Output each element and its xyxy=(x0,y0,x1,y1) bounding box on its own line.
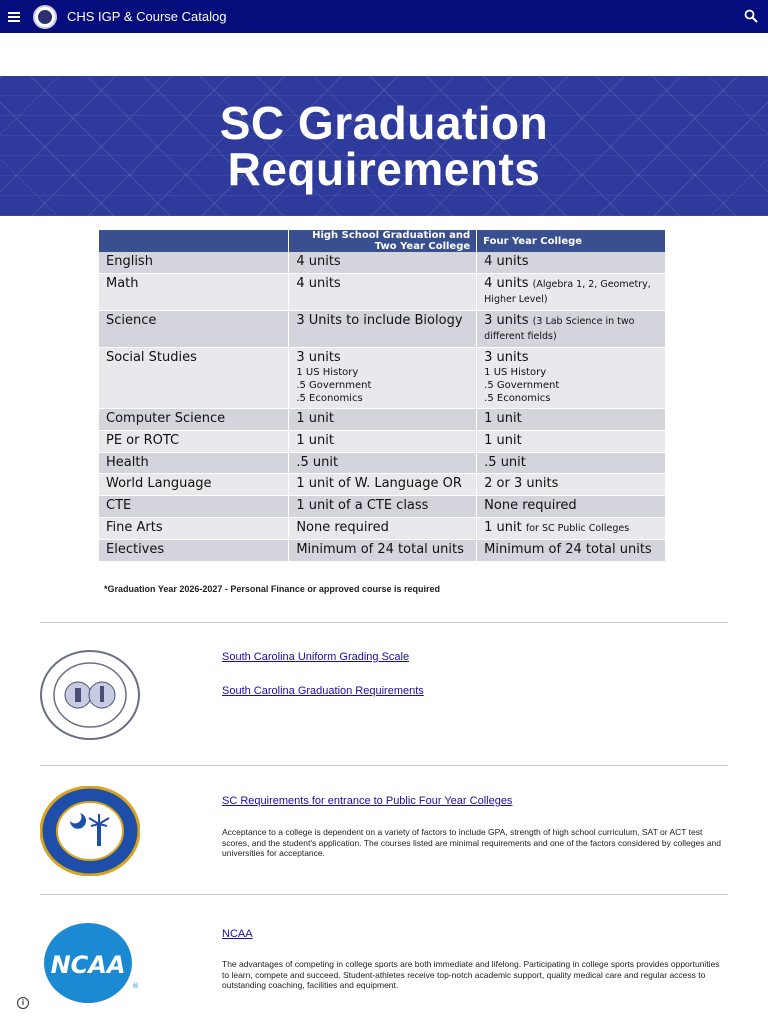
section-divider xyxy=(40,765,728,766)
section-divider xyxy=(40,622,728,623)
table-row xyxy=(99,408,666,430)
subject-cell: PE or ROTC xyxy=(99,430,289,452)
ncaa-description: The advantages of competing in college sports are both immediate and lifelong. Participating in college sports provides opportunities to learn, compete and succeed. Student-athletes receive top-notch academic support, quality medical care and regular access to outstanding coaching, facilities and equipment. xyxy=(222,959,720,991)
hs-cell: 1 unit xyxy=(289,430,477,452)
table-row xyxy=(99,430,666,452)
search-icon[interactable] xyxy=(744,9,758,23)
info-icon[interactable]: i xyxy=(17,997,29,1009)
hs-cell: Minimum of 24 total units xyxy=(289,540,477,562)
subject-cell: Computer Science xyxy=(99,408,289,430)
ncaa-link[interactable]: NCAA xyxy=(222,928,253,940)
table-row xyxy=(99,540,666,562)
hs-cell: 4 units xyxy=(289,252,477,273)
table-row xyxy=(99,496,666,518)
hs-cell: .5 unit xyxy=(289,452,477,474)
fy-cell xyxy=(477,310,666,347)
table-row xyxy=(99,518,666,540)
svg-text:NCAA: NCAA xyxy=(50,951,126,979)
subject-cell: Health xyxy=(99,452,289,474)
fy-value: 3 units xyxy=(484,349,529,365)
subject-cell: Math xyxy=(99,273,289,310)
top-app-bar xyxy=(0,0,768,33)
fy-cell: .5 unit xyxy=(477,452,666,474)
hero-banner xyxy=(0,76,768,216)
hs-cell xyxy=(289,347,477,408)
table-footnote: *Graduation Year 2026-2027 - Personal Finance or approved course is required xyxy=(104,584,440,594)
graduation-requirements-table xyxy=(99,230,666,562)
school-logo[interactable] xyxy=(33,5,57,29)
page-title xyxy=(219,97,549,195)
hs-value: 3 units xyxy=(296,349,341,365)
fy-cell: None required xyxy=(477,496,666,518)
table-header-row xyxy=(99,230,666,252)
hs-sub-item: .5 Government xyxy=(296,379,372,391)
hs-cell: 1 unit xyxy=(289,408,477,430)
subject-cell: English xyxy=(99,252,289,273)
table-header-hs: High School Graduation and Two Year College xyxy=(289,230,477,252)
sc-department-of-education-seal xyxy=(40,650,140,740)
hamburger-menu-icon[interactable] xyxy=(8,9,24,25)
fy-cell xyxy=(477,518,666,540)
hs-sub-item: 1 US History xyxy=(296,366,359,378)
page-title-line-1: SC Graduation xyxy=(219,97,549,149)
fy-cell: Minimum of 24 total units xyxy=(477,540,666,562)
table-row xyxy=(99,252,666,273)
subject-cell: Science xyxy=(99,310,289,347)
fy-note: (3 Lab Science in two different fields) xyxy=(484,315,635,342)
subject-cell: World Language xyxy=(99,474,289,496)
table-row xyxy=(99,347,666,408)
sc-commission-on-higher-education-seal xyxy=(40,786,140,876)
table-row xyxy=(99,452,666,474)
fy-cell: 1 unit xyxy=(477,408,666,430)
fy-cell xyxy=(477,347,666,408)
hs-cell: 1 unit of a CTE class xyxy=(289,496,477,518)
subject-cell: Electives xyxy=(99,540,289,562)
fy-sub-item: .5 Economics xyxy=(484,392,551,404)
fy-note: (Algebra 1, 2, Geometry, Higher Level) xyxy=(484,278,651,305)
table-row xyxy=(99,310,666,347)
table-header-subject xyxy=(99,230,289,252)
table-row xyxy=(99,273,666,310)
table-row xyxy=(99,474,666,496)
ncaa-logo xyxy=(44,922,140,1004)
sc-four-year-college-entrance-link[interactable]: SC Requirements for entrance to Public Four Year Colleges xyxy=(222,795,513,807)
fy-value: 1 unit xyxy=(484,520,522,536)
hs-cell: None required xyxy=(289,518,477,540)
fy-cell xyxy=(477,273,666,310)
hs-sub-item: .5 Economics xyxy=(296,392,363,404)
svg-text:®: ® xyxy=(132,982,139,990)
hs-cell: 1 unit of W. Language OR xyxy=(289,474,477,496)
higher-ed-description: Acceptance to a college is dependent on a variety of factors to include GPA, strength of high school curriculum, SAT or ACT test scores, and the student's application. The courses listed are minimal requirements and one of the factors considered by colleges and universities for acceptance. xyxy=(222,827,721,859)
subject-cell: Social Studies xyxy=(99,347,289,408)
page-title-line-2: Requirements xyxy=(227,143,541,195)
site-title[interactable]: CHS IGP & Course Catalog xyxy=(67,9,227,24)
table-header-4yr: Four Year College xyxy=(477,230,666,252)
fy-cell: 1 unit xyxy=(477,430,666,452)
fy-cell: 4 units xyxy=(477,252,666,273)
subject-cell: Fine Arts xyxy=(99,518,289,540)
sc-uniform-grading-scale-link[interactable]: South Carolina Uniform Grading Scale xyxy=(222,651,410,663)
fy-sub-item: 1 US History xyxy=(484,366,547,378)
fy-cell: 2 or 3 units xyxy=(477,474,666,496)
fy-value: 4 units xyxy=(484,275,529,291)
fy-sub-item: .5 Government xyxy=(484,379,560,391)
hs-cell: 3 Units to include Biology xyxy=(289,310,477,347)
sc-graduation-requirements-link[interactable]: South Carolina Graduation Requirements xyxy=(222,685,424,697)
section-divider xyxy=(40,894,728,895)
fy-value: 3 units xyxy=(484,312,529,328)
subject-cell: CTE xyxy=(99,496,289,518)
hs-cell: 4 units xyxy=(289,273,477,310)
fy-note: for SC Public Colleges xyxy=(525,523,630,535)
